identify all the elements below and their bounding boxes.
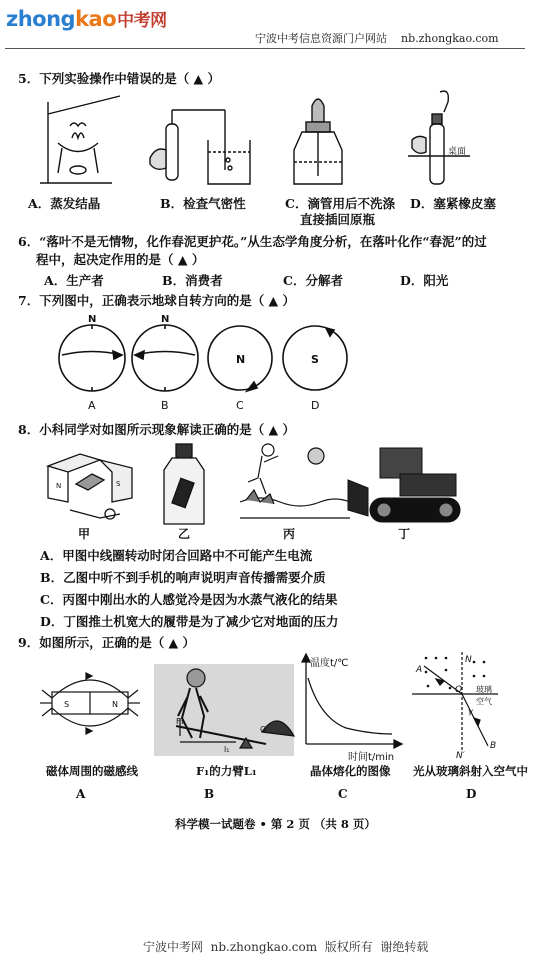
q8-label-ding: 丁	[398, 527, 411, 541]
q9-magnet-n: N	[112, 700, 118, 709]
q8-figures	[0, 440, 550, 536]
q5-option-c: C．滴管用后不洗涤	[285, 196, 395, 211]
q9-graph-ylabel: 温度t/℃	[310, 658, 349, 669]
q7-figures	[0, 312, 550, 412]
logo-text-orange: kao	[75, 7, 117, 31]
q9-letter-b: B	[204, 787, 215, 801]
q8-option-b: B．乙图中听不到手机的响声说明声音传播需要介质	[40, 570, 326, 585]
logo-text-blue: zhong	[6, 7, 76, 31]
q8-label-yi: 乙	[178, 527, 191, 541]
q9-caption-b: F₁的力臂L₁	[196, 764, 257, 778]
q9-optics-n-bottom: N′	[456, 751, 465, 761]
site-footer: 宁波中考网 nb.zhongkao.com 版权所有 谢绝转载	[143, 940, 429, 954]
q6-option-d: D．阳光	[400, 273, 449, 288]
q7-label-b: B	[161, 399, 169, 412]
evaporation-apparatus-figure	[40, 96, 120, 183]
q7-stem: 7．下列图中，正确表示地球自转方向的是（ ▲ ）	[18, 293, 296, 308]
q9-optics-gamma: γ	[468, 707, 473, 716]
q7-d-south-label: S	[311, 353, 319, 366]
q8-stem: 8．小科同学对如图所示现象解读正确的是（ ▲ ）	[18, 422, 296, 437]
q6-option-a: A．生产者	[44, 273, 104, 288]
q9-optics-b: B	[490, 741, 497, 751]
q9-magnet-s: S	[64, 700, 70, 709]
q6-stem-line1: 6．“落叶不是无情物，化作春泥更护花。”从生态学角度分析，在落叶化作“春泥”的过	[18, 234, 487, 249]
q8-magnet-n: N	[56, 482, 62, 490]
logo-text-chinese: 中考网	[117, 11, 167, 31]
q9-letter-a: A	[76, 787, 86, 801]
q5-figures	[0, 88, 550, 194]
magnet-field-figure	[40, 673, 140, 734]
q8-label-bing: 丙	[283, 527, 296, 541]
page-footer: 科学模一试题卷 • 第 2 页 （共 8 页）	[175, 817, 376, 831]
q9-caption-d: 光从玻璃斜射入空气中	[413, 764, 528, 778]
airtightness-figure	[150, 110, 250, 184]
q5-stem: 5．下列实验操作中错误的是（ ▲ ）	[18, 71, 221, 86]
q9-figures	[0, 652, 550, 762]
q9-lever-f1: F₁	[176, 717, 184, 726]
bell-jar-figure	[164, 444, 204, 524]
q7-a-north-label: N	[88, 314, 97, 325]
q9-letter-d: D	[466, 787, 477, 801]
q7-label-a: A	[88, 399, 96, 412]
q8-option-d: D．丁图推土机宽大的履带是为了减少它对地面的压力	[40, 614, 339, 629]
q9-optics-glass: 玻璃	[476, 685, 492, 694]
q9-lever-o: O	[260, 725, 267, 734]
q5-option-a: A．蒸发结晶	[28, 196, 101, 211]
q5-option-c-line2: 直接插回原瓶	[300, 212, 376, 227]
q9-optics-n-top: N	[465, 655, 472, 665]
q9-caption-c: 晶体熔化的图像	[310, 764, 391, 778]
q9-stem: 9．如图所示，正确的是（ ▲ ）	[18, 635, 196, 650]
zhongkao-logo[interactable]	[6, 6, 167, 31]
q7-c-north-label: N	[236, 353, 246, 366]
swimmer-figure	[240, 444, 350, 518]
q9-optics-air: 空气	[476, 697, 492, 706]
q7-label-d: D	[311, 399, 320, 412]
q9-lever-l1: l₁	[224, 745, 230, 754]
q8-label-jia: 甲	[78, 527, 91, 541]
q8-magnet-s: S	[116, 480, 121, 488]
q6-stem-line2: 程中，起决定作用的是（ ▲ ）	[36, 252, 205, 267]
dropper-bottle-figure	[294, 99, 342, 184]
q9-optics-o: O	[455, 685, 463, 695]
q6-option-c: C．分解者	[283, 273, 343, 288]
q7-label-c: C	[236, 399, 244, 412]
q9-graph-xlabel: 时间t/min	[348, 752, 395, 762]
q5-option-b: B．检查气密性	[160, 196, 246, 211]
desk-label: 桌面	[448, 147, 467, 157]
q9-optics-a: A	[416, 665, 423, 675]
stopper-figure	[408, 91, 470, 184]
header-divider	[5, 48, 525, 49]
q8-option-a: A．甲图中线圈转动时闭合回路中不可能产生电流	[40, 548, 313, 563]
q5-option-d: D．塞紧橡皮塞	[410, 196, 496, 211]
lever-figure	[154, 664, 294, 756]
q8-option-c: C．丙图中刚出水的人感觉冷是因为水蒸气液化的结果	[40, 592, 338, 607]
bulldozer-figure	[348, 448, 460, 522]
q9-letter-c: C	[338, 787, 348, 801]
header-site-text: 宁波中考信息资源门户网站 nb.zhongkao.com	[255, 32, 499, 45]
q6-option-b: B．消费者	[162, 273, 223, 288]
q7-b-north-label: N	[161, 314, 170, 325]
q9-caption-a: 磁体周围的磁感线	[46, 764, 138, 778]
